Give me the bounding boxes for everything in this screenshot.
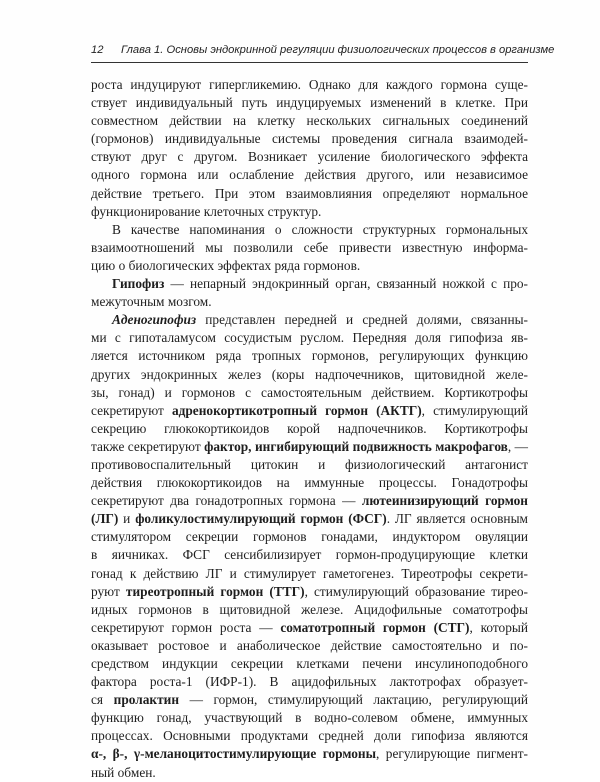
text-line: противовоспалительный цитокин и физиологический антагонист — [91, 456, 528, 472]
term-hypophysis: Гипофиз — [112, 276, 165, 292]
term-mif: фактор, ингибирующий подвижность макрофагов — [204, 438, 508, 454]
text-line: ся пролактин — гормон, стимулирующий лактацию, регулирующий — [91, 692, 528, 708]
text-line: ми с гипоталамусом сосудистым руслом. Передняя доля гипофиза яв- — [91, 330, 528, 346]
paragraph-2 — [91, 221, 528, 275]
text-line: руют тиреотропный гормон (ТТГ), стимулирующий образование тирео- — [91, 583, 528, 599]
chapter-title: Глава 1. Основы эндокринной регуляции физиологических процессов в организме — [121, 44, 555, 56]
text-line: α-, β-, γ-меланоцитостимулирующие гормоны, регулирующие пигмент- — [91, 746, 528, 762]
text-line: ствует индивидуальный путь индуцируемых изменений в клетке. При — [91, 95, 528, 111]
term-tsh: тиреотропный гормон (ТТГ) — [125, 583, 305, 599]
paragraph-hypophysis — [91, 275, 528, 311]
text-line: фактора роста-1 (ИФР-1). В ацидофильных лактотрофах образует- — [91, 674, 528, 690]
text-line: ляется источником ряда тропных гормонов, регулирующих функцию — [91, 348, 528, 364]
body-text — [91, 76, 528, 782]
text-line: гонад к действию ЛГ и стимулирует гаметогенез. Тиреотрофы секрети- — [91, 565, 528, 581]
term-adenohypophysis: Аденогипофиз — [112, 312, 197, 328]
text-line: (ЛГ) и фоликулостимулирующий гормон (ФСГ). ЛГ является основным — [91, 511, 528, 527]
text-line: в яичниках. ФСГ сенсибилизирует гормон-продуцирующие клетки — [91, 547, 528, 563]
text-line: (гормонов) индивидуальные системы проведения сигнала взаимодей- — [91, 131, 528, 147]
header-rule — [91, 62, 528, 63]
term-msh: α-, β-, γ-меланоцитостимулирующие гормоны — [91, 746, 377, 762]
text-line: совместном действии на клетку нескольких сигнальных соединений — [91, 113, 528, 129]
text-line: зы, гонад) и гормонов с самостоятельным действием. Кортикотрофы — [91, 384, 528, 400]
text-line: других эндокринных желез (коры надпочечников, щитовидной желе- — [91, 366, 528, 382]
text-line: функцию гонад, участвующий в водно-солевом обмене, иммунных — [91, 710, 528, 726]
paragraph-adenohypophysis — [91, 311, 528, 781]
text-line: ный обмен. — [91, 764, 156, 780]
text-line: Аденогипофиз представлен передней и средней долями, связанны- — [112, 312, 528, 328]
text-line: также секретируют фактор, ингибирующий подвижность макрофагов, — — [91, 438, 529, 454]
text-line: стимулятором секреции гормонов гонадами, индуктором овуляции — [91, 529, 528, 545]
term-acth: адренокортикотропный гормон (АКТГ) — [171, 402, 422, 418]
text-line: оказывает ростовое и анаболическое действие самостоятельно и по- — [91, 637, 528, 653]
text-line: В качестве напоминания о сложности структурных гормональных — [112, 221, 528, 237]
text-line: роста индуцируют гипергликемию. Однако для каждого гормона суще- — [91, 77, 528, 92]
text-line: секретируют адренокортикотропный гормон (АКТГ), стимулирующий — [91, 402, 528, 418]
term-lh: лютеинизирующий гормон — [361, 493, 528, 509]
text-line: одного гормона или ослабление действия другого, или независимое — [91, 167, 528, 183]
text-line: секретируют гормон роста — соматотропный гормон (СТГ), который — [91, 619, 528, 635]
text-line: идных гормонов в щитовидной железе. Ацидофильные соматотрофы — [91, 601, 528, 617]
text-line: средством индукции секреции клетками печени инсулиноподобного — [91, 656, 528, 671]
paragraph-1 — [91, 76, 528, 221]
text-line: секрецию глюкокортикоидов корой надпочечников. Кортикотрофы — [91, 420, 528, 436]
page-number: 12 — [91, 44, 104, 56]
text-line: взаимоотношений мы позволили себе привести известную информа- — [91, 239, 528, 255]
text-line: действия глюкокортикоидов на иммунные процессы. Гонадотрофы — [91, 475, 528, 491]
text-line: Гипофиз — непарный эндокринный орган, связанный ножкой с про- — [112, 276, 528, 292]
text-line: секретируют два гонадотропных гормона — лютеинизирующий гормон — [91, 493, 528, 509]
term-fsh: фоликулостимулирующий гормон (ФСГ) — [135, 511, 387, 527]
running-header — [91, 42, 555, 58]
text-line: действие третьего. При этом взаимовлияния определяют нормальное — [91, 185, 528, 201]
term-gh: соматотропный гормон (СТГ) — [280, 619, 470, 635]
term-prolactin: пролактин — [113, 692, 180, 708]
text-line: функционирование клеточных структур. — [91, 203, 322, 219]
text-line: межуточным мозгом. — [91, 294, 212, 310]
text-line: ствуют друг с другом. Возникает усиление биологического эффекта — [91, 149, 528, 165]
text-line: процессах. Основными продуктами средней доли гипофиза являются — [91, 728, 528, 744]
text-line: цию о биологических эффектах ряда гормонов. — [91, 257, 361, 273]
